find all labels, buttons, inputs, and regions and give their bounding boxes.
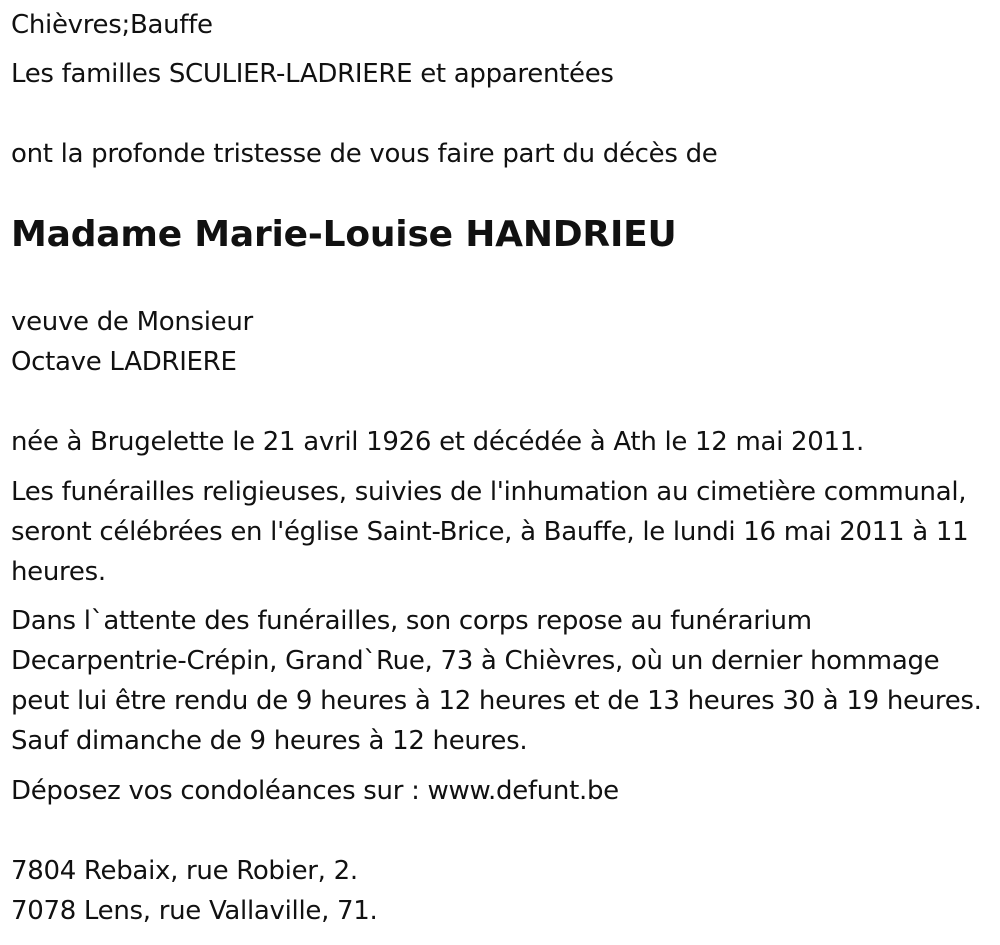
viewing-paragraph: Dans l`attente des funérailles, son corps repose au funérarium Decarpentrie-Crépin, Grand`Rue, 73 à Chièvres, où un dernier hommage peut lui être rendu de 9 heures à 12 heures et de 13 heures 30 à 19 heures. Sauf dimanche de 9 heures à 12 heures.	[11, 606, 982, 756]
address-line: 7804 Rebaix, rue Robier, 2.	[11, 856, 358, 886]
locations-line: Chièvres;Bauffe	[11, 10, 213, 40]
address-line: 7078 Lens, rue Vallaville, 71.	[11, 896, 378, 926]
condolences-line: Déposez vos condoléances sur : www.defunt.be	[11, 776, 619, 806]
deceased-name: Madame Marie-Louise HANDRIEU	[11, 214, 677, 255]
intro-line: ont la profonde tristesse de vous faire part du décès de	[11, 139, 718, 169]
families-line: Les familles SCULIER-LADRIERE et apparentées	[11, 59, 614, 89]
birth-death-line: née à Brugelette le 21 avril 1926 et décédée à Ath le 12 mai 2011.	[11, 427, 864, 457]
spouse-name: Octave LADRIERE	[11, 347, 237, 377]
widow-of-line: veuve de Monsieur	[11, 307, 253, 337]
ceremony-paragraph: Les funérailles religieuses, suivies de l'inhumation au cimetière communal, seront célébrées en l'église Saint-Brice, à Bauffe, le lundi 16 mai 2011 à 11 heures.	[11, 477, 969, 587]
